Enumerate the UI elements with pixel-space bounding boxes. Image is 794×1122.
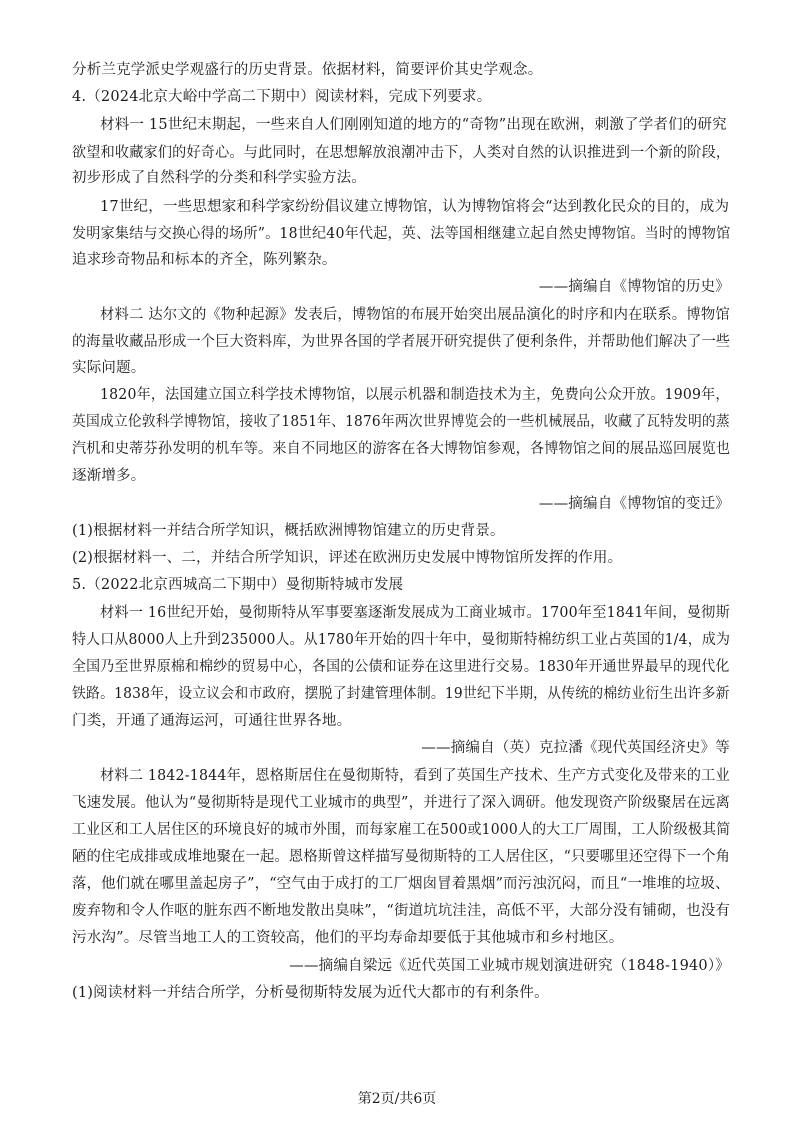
- q4-subquestion-1: (1)根据材料一并结合所学知识，概括欧洲博物馆建立的历史背景。: [72, 523, 505, 539]
- q5-m1-source: ——摘编自（英）克拉潘《现代英国经济史》等: [421, 740, 730, 756]
- q4-m2-p1-line: 实际问题。: [72, 360, 146, 376]
- q4-m1-source: ——摘编自《博物馆的历史》: [538, 279, 730, 295]
- q4-header: 4.（2024北京大峪中学高二下期中）阅读材料，完成下列要求。: [72, 89, 492, 105]
- q4-m1-p2-line: 发明家集结与交换心得的场所”。18世纪40年代起，英、法等国相继建立起自然史博物馆。当时的博物馆: [72, 226, 731, 242]
- q4-m1-p1-line: 欲望和收藏家们的好奇心。与此同时，在思想解放浪潮冲击下，人类对自然的认识推进到一个新的阶段，: [72, 145, 731, 161]
- q4-m2-p1-line: 的海量收藏品形成一个巨大资料库，为世界各国的学者展开研究提供了便利条件，并帮助他们解决了一些: [72, 334, 731, 350]
- q4-subquestion-2: (2)根据材料一、二，并结合所学知识，评述在欧洲历史发展中博物馆所发挥的作用。: [72, 550, 623, 566]
- q5-m1-line: 特人口从8000人上升到235000人。从1780年开始的四十年中，曼彻斯特棉纺织工业占英国的1/4，成为: [72, 632, 731, 648]
- q5-m1-line: 铁路。1838年，设立议会和市政府，摆脱了封建管理体制。19世纪下半期，从传统的棉纺业衍生出许多新: [72, 686, 730, 702]
- intro-line: 分析兰克学派史学观盛行的历史背景。依据材料，简要评价其史学观念。: [72, 62, 543, 78]
- q5-m2-line: 飞速发展。他认为“曼彻斯特是现代工业城市的典型”，并进行了深入调研。他发现资产阶级聚居在远离: [72, 795, 731, 811]
- q4-m2-p2-line: 英国成立伦敦科学博物馆，接收了1851年、1876年两次世界博览会的一些机械展品，收藏了瓦特发明的蒸: [72, 414, 730, 430]
- q5-m2-line: 工业区和工人居住区的环境良好的城市外围，而每家雇工在500或1000人的大工厂周围，工人阶级极其简: [72, 822, 731, 838]
- q5-m2-line: 污水沟”。尽管当地工人的工资较高，他们的平均寿命却要低于其他城市和乡村地区。: [72, 930, 624, 946]
- q5-m2-line: 材料二 1842-1844年，恩格斯居住在曼彻斯特，看到了英国生产技术、生产方式变化及带来的工业: [100, 768, 730, 784]
- q4-m1-p2-line: 17世纪，一些思想家和科学家纷纷倡议建立博物馆，认为博物馆将会“达到教化民众的目的，成为: [100, 199, 730, 215]
- q4-m2-p2-line: 汽机和史蒂芬孙发明的机车等。来自不同地区的游客在各大博物馆参观，各博物馆之间的展品巡回展览也: [72, 441, 731, 457]
- q4-m1-p2-line: 追求珍奇物品和标本的齐全，陈列繁杂。: [72, 252, 337, 268]
- q4-m2-p2-line: 1820年，法国建立国立科学技术博物馆，以展示机器和制造技术为主，免费向公众开放。1909年，: [100, 387, 730, 403]
- q5-m2-line: 废弃物和令人作呕的脏东西不断地发散出臭味”，“街道坑坑洼洼，高低不平，大部分没有铺砌，也没有: [72, 903, 731, 919]
- q5-m1-line: 材料一 16世纪开始，曼彻斯特从军事要塞逐渐发展成为工商业城市。1700年至1841年间，曼彻斯: [100, 605, 730, 621]
- q5-m2-source: ——摘编自梁远《近代英国工业城市规划演进研究（1848-1940）》: [289, 958, 730, 974]
- q4-m1-p1-line: 材料一 15世纪末期起，一些来自人们刚刚知道的地方的“奇物”出现在欧洲，刺激了学者们的研究: [100, 117, 727, 133]
- q4-m2-p2-line: 逐渐增多。: [72, 468, 146, 484]
- q5-m1-line: 全国乃至世界原棉和棉纱的贸易中心，各国的公债和证券在这里进行交易。1830年开通世界最早的现代化: [72, 659, 730, 675]
- q5-subquestion-1: (1)阅读材料一并结合所学，分析曼彻斯特发展为近代大都市的有利条件。: [72, 985, 549, 1001]
- q5-header: 5.（2022北京西城高二下期中）曼彻斯特城市发展: [72, 577, 404, 593]
- q4-m2-source: ——摘编自《博物馆的变迁》: [538, 496, 730, 512]
- q5-m1-line: 门类，开通了通海运河，可通往世界各地。: [72, 713, 352, 729]
- q5-m2-line: 落，他们就在哪里盖起房子”，“空气由于成打的工厂烟囱冒着黑烟”而污浊沉闷，而且“一堆堆的垃圾、: [72, 876, 730, 892]
- q4-m2-p1-line: 材料二 达尔文的《物种起源》发表后，博物馆的布展开始突出展品演化的时序和内在联系。博物馆: [100, 307, 730, 323]
- page-number: 第2页/共6页: [357, 1091, 437, 1107]
- q4-m1-p1-line: 初步形成了自然科学的分类和科学实验方法。: [72, 170, 366, 186]
- q5-m2-line: 陋的住宅成排或成堆地聚在一起。恩格斯曾这样描写曼彻斯特的工人居住区，“只要哪里还空得下一个角: [72, 849, 731, 865]
